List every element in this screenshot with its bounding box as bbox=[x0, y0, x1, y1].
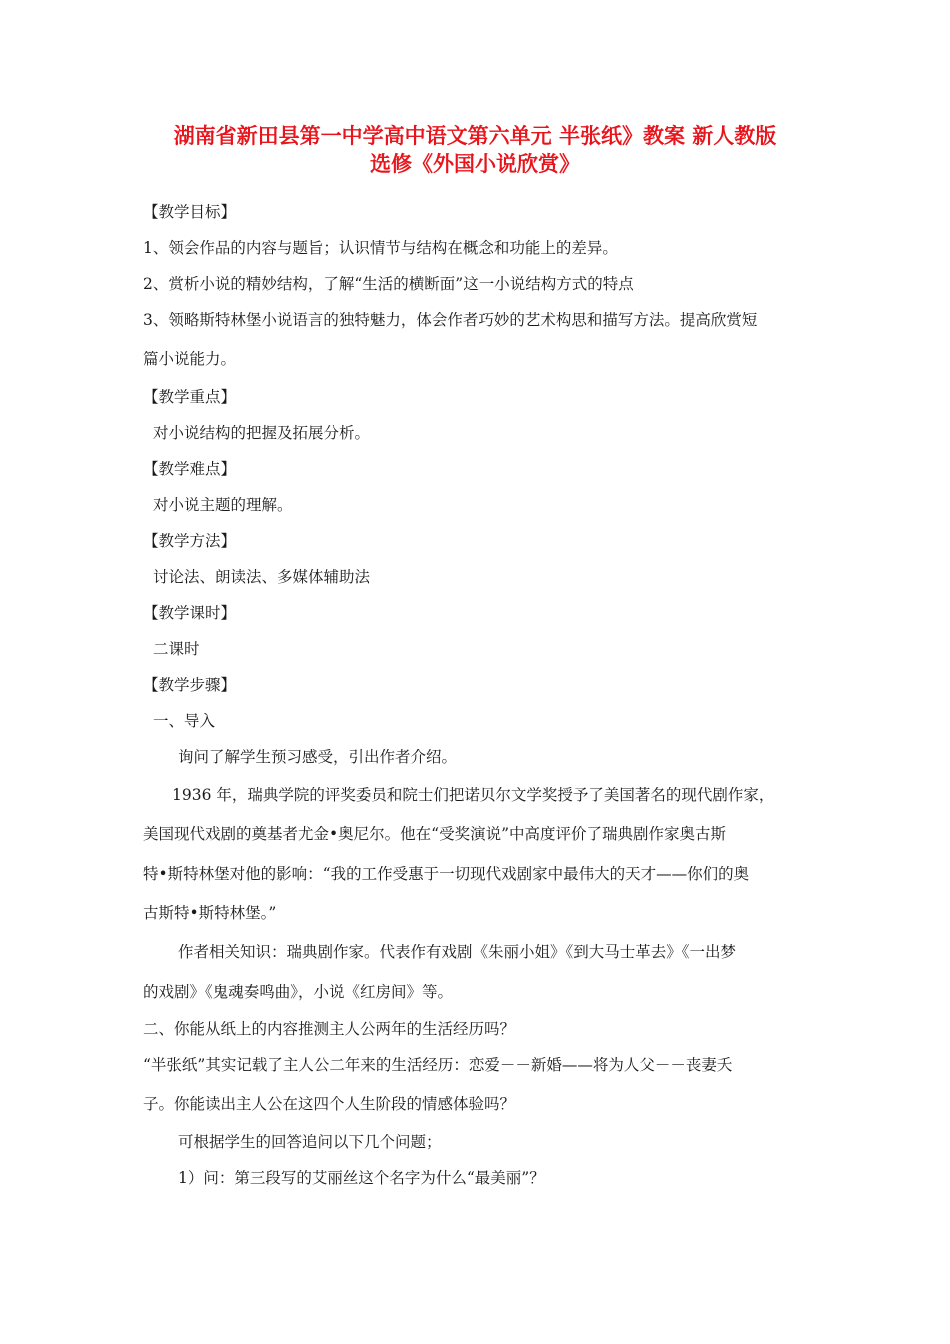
objective-item-3-cont: 篇小说能力。 bbox=[143, 350, 237, 368]
objective-item-3: 3、领略斯特林堡小说语言的独特魅力，体会作者巧妙的艺术构思和描写方法。提高欣赏短 bbox=[143, 311, 758, 329]
key-points-text: 对小说结构的把握及拓展分析。 bbox=[153, 424, 371, 442]
document-title-line-1: 湖南省新田县第一中学高中语文第六单元 半张纸》教案 新人教版 bbox=[173, 124, 777, 148]
step-1-paragraph-2-line-2: 美国现代戏剧的奠基者尤金•奥尼尔。他在“受奖演说”中高度评价了瑞典剧作家奥古斯 bbox=[143, 825, 726, 843]
objective-item-1: 1、领会作品的内容与题旨；认识情节与结构在概念和功能上的差异。 bbox=[143, 239, 618, 257]
step-1-heading: 一、导入 bbox=[153, 712, 216, 730]
step-1-paragraph-2-line-4: 古斯特•斯特林堡。” bbox=[143, 904, 277, 922]
step-1-paragraph-2-line-1: 1936 年，瑞典学院的评奖委员和院士们把诺贝尔文学奖授予了美国著名的现代剧作家， bbox=[172, 786, 775, 804]
section-heading-key-points: 【教学重点】 bbox=[143, 388, 237, 406]
section-heading-difficulties: 【教学难点】 bbox=[143, 460, 237, 478]
section-heading-periods: 【教学课时】 bbox=[143, 604, 237, 622]
step-1-paragraph-1: 询问了解学生预习感受，引出作者介绍。 bbox=[178, 748, 458, 766]
step-1-paragraph-2-line-3: 特•斯特林堡对他的影响：“我的工作受惠于一切现代戏剧家中最伟大的天才——你们的奥 bbox=[143, 865, 750, 883]
step-2-paragraph-line-2: 子。你能读出主人公在这四个人生阶段的情感体验吗？ bbox=[143, 1095, 516, 1113]
section-heading-steps: 【教学步骤】 bbox=[143, 676, 237, 694]
section-heading-methods: 【教学方法】 bbox=[143, 532, 237, 550]
document-title-line-2: 选修《外国小说欣赏》 bbox=[370, 152, 580, 176]
difficulties-text: 对小说主题的理解。 bbox=[153, 496, 293, 514]
methods-text: 讨论法、朗读法、多媒体辅助法 bbox=[153, 568, 371, 586]
periods-text: 二课时 bbox=[153, 640, 200, 658]
step-2-question-1: 1）问：第三段写的艾丽丝这个名字为什么“最美丽”？ bbox=[178, 1169, 545, 1187]
section-heading-objectives: 【教学目标】 bbox=[143, 203, 237, 221]
step-1-paragraph-3-line-1: 作者相关知识：瑞典剧作家。代表作有戏剧《朱丽小姐》《到大马士革去》《一出梦 bbox=[178, 943, 737, 961]
step-1-paragraph-3-line-2: 的戏剧》《鬼魂奏鸣曲》，小说《红房间》等。 bbox=[143, 983, 454, 1001]
objective-item-2: 2、赏析小说的精妙结构，了解“生活的横断面”这一小说结构方式的特点 bbox=[143, 275, 634, 293]
step-2-heading: 二、你能从纸上的内容推测主人公两年的生活经历吗？ bbox=[143, 1020, 516, 1038]
step-2-followup: 可根据学生的回答追问以下几个问题； bbox=[178, 1133, 442, 1151]
step-2-paragraph-line-1: “半张纸”其实记载了主人公二年来的生活经历：恋爱－－新婚——将为人父－－丧妻夭 bbox=[143, 1056, 733, 1074]
